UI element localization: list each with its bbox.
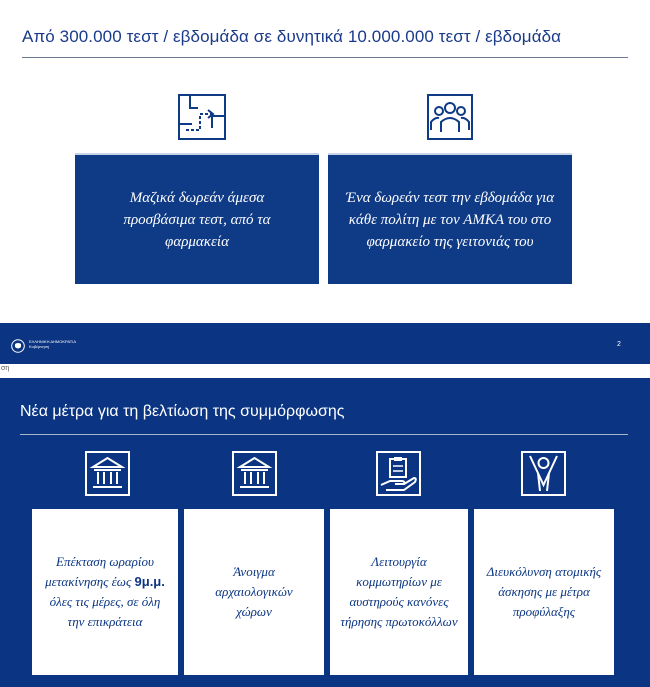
- slide-2-card-2-text: Άνοιγμα αρχαιολογικών χώρων: [215, 564, 293, 619]
- card-1-text-pre: Επέκταση ωραρίου μετακίνησης έως: [45, 554, 154, 589]
- slide-1-card-1-text: Μαζικά δωρεάν άμεσα προσβάσιμα τεστ, από τα φαρμακεία: [123, 189, 271, 250]
- slide-footer: [0, 323, 650, 364]
- slide-2-card-4-text: Διευκόλυνση ατομικής άσκησης με μέτρα προφύλαξης: [486, 564, 602, 619]
- slide-2-card-3: [330, 509, 468, 675]
- slide-2-card-1: [32, 509, 178, 675]
- slide-2-card-1-text: [43, 552, 167, 632]
- logo-line-1: ΕΛΛΗΝΙΚΗ ΔΗΜΟΚΡΑΤΙΑ: [29, 339, 76, 344]
- slide-2-card-4: [474, 509, 614, 675]
- slide-2-title: Νέα μέτρα για τη βελτίωση της συμμόρφωσης: [20, 403, 345, 420]
- slide-gap: [0, 364, 650, 378]
- slide-2-card-2: [184, 509, 324, 675]
- slide-1-title: Από 300.000 τεστ / εβδομάδα σε δυνητικά 10.000.000 τεστ / εβδομάδα: [22, 27, 562, 46]
- card-1-text-post: όλες τις μέρες, σε όλη την επικράτεια: [49, 594, 161, 629]
- greek-emblem-icon: [11, 339, 25, 353]
- logo-line-2: Κυβέρνηση: [29, 344, 50, 349]
- building-icon: [85, 451, 130, 496]
- gap-label: ση: [1, 365, 10, 372]
- slide-2-divider: [20, 434, 628, 435]
- slide-2-card-3-text: Λειτουργία κομμωτηρίων με αυστηρούς κανόνες τήρησης πρωτοκόλλων: [340, 554, 458, 629]
- person-arms-up-icon: [521, 451, 566, 496]
- museum-icon: [232, 451, 277, 496]
- route-icon: [178, 94, 226, 140]
- slide-1-card-1: [75, 153, 319, 284]
- clipboard-hand-icon: [376, 451, 421, 496]
- page-number: 2: [617, 341, 621, 348]
- slide-1-card-2: [328, 153, 572, 284]
- slide-1-divider: [22, 57, 628, 58]
- logo-text: [29, 339, 76, 349]
- card-1-text-bold: 9μ.μ.: [134, 574, 165, 589]
- people-icon: [427, 94, 473, 140]
- slide-1-card-2-text: Ένα δωρεάν τεστ την εβδομάδα για κάθε πολίτη με τον ΑΜΚΑ του στο φαρμακείο της γειτονιάς του: [345, 189, 555, 250]
